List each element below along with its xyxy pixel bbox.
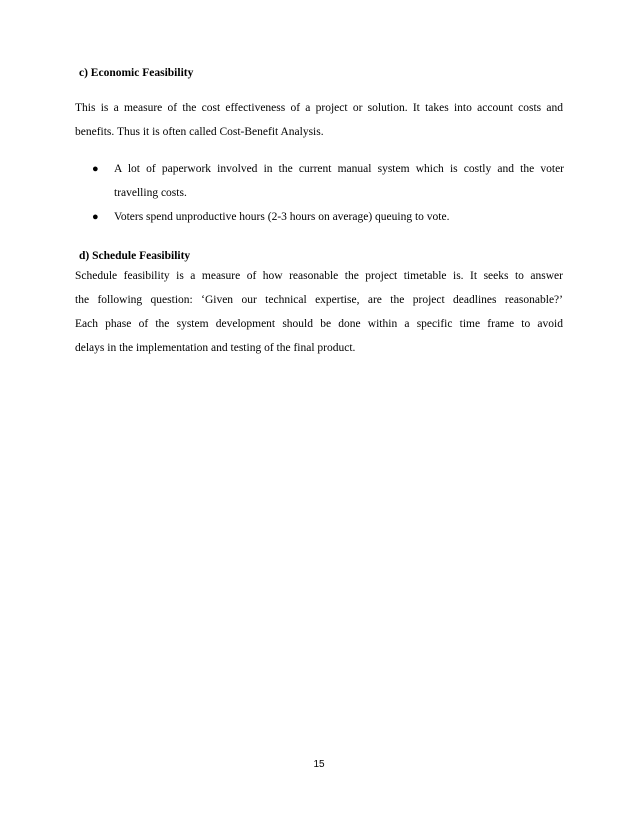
economic-feasibility-bullet-list — [92, 157, 564, 229]
section-heading-economic-feasibility: c) Economic Feasibility — [79, 67, 194, 79]
paragraph-line: Schedule feasibility is a measure of how reasonable the project timetable is. It seeks to answer — [75, 270, 563, 282]
paragraph-line: benefits. Thus it is often called Cost-Benefit Analysis. — [75, 126, 324, 138]
schedule-feasibility-paragraph — [75, 264, 563, 360]
list-item — [92, 157, 564, 205]
paragraph-line: Each phase of the system development should be done within a specific time frame to avoid — [75, 318, 563, 330]
bullet-icon: ● — [92, 211, 99, 223]
paragraph-line: This is a measure of the cost effectiveness of a project or solution. It takes into account costs and — [75, 102, 563, 114]
bullet-line: A lot of paperwork involved in the current manual system which is costly and the voter — [114, 163, 564, 175]
paragraph-line: delays in the implementation and testing of the final product. — [75, 342, 356, 354]
section-heading-schedule-feasibility: d) Schedule Feasibility — [79, 250, 191, 262]
economic-feasibility-paragraph — [75, 96, 563, 144]
page-number: 15 — [313, 759, 325, 770]
paragraph-line: the following question: ‘Given our technical expertise, are the project deadlines reasonable?’ — [75, 294, 563, 306]
bullet-line: travelling costs. — [114, 187, 187, 199]
bullet-line: Voters spend unproductive hours (2-3 hours on average) queuing to vote. — [114, 211, 450, 223]
list-item — [92, 205, 564, 229]
bullet-icon: ● — [92, 163, 99, 175]
